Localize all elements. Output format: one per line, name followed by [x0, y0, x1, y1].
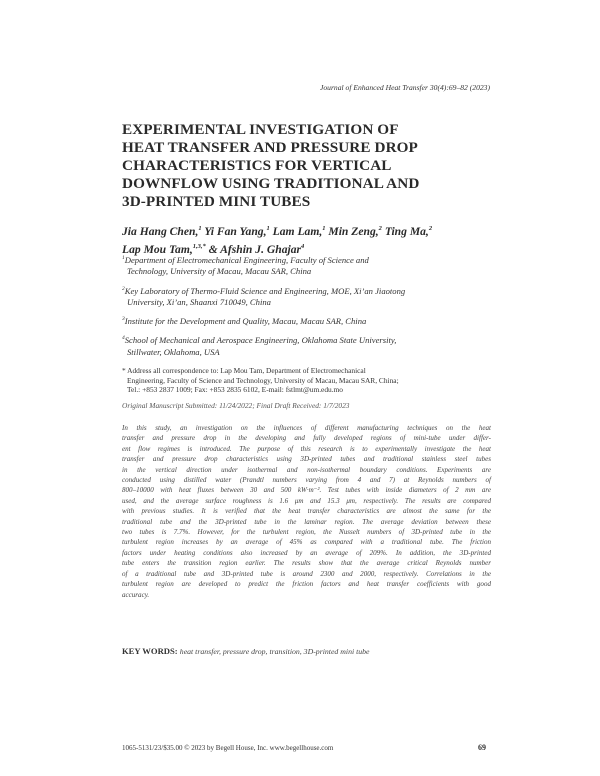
author	[385, 225, 432, 238]
affiliation-text: Key Laboratory of Thermo-Fluid Science and Engineering, MOE, Xi’an Jiaotong	[124, 285, 406, 296]
title-line: EXPERIMENTAL INVESTIGATION OF	[122, 121, 399, 138]
keywords-text: heat transfer, pressure drop, transition, 3D-printed mini tube	[179, 647, 370, 656]
affiliations	[122, 253, 502, 364]
author-name: Ting Ma,	[384, 224, 429, 238]
correspondence-line: Tel.: +853 2837 1009; Fax: +853 2835 6102, E-mail: fstlmt@um.edu.mo	[127, 385, 344, 395]
keywords	[122, 646, 370, 656]
copyright-footer: 1065-5131/23/$35.00 © 2023 by Begell House, Inc. www.begellhouse.com	[122, 744, 334, 752]
author-affiliation-mark: 1	[266, 225, 270, 232]
affiliation	[122, 333, 502, 357]
affiliation-number: 4	[122, 335, 125, 342]
title-line: HEAT TRANSFER AND PRESSURE DROP	[122, 139, 418, 156]
abstract-line: turbulent region are developed to predict the friction factors and heat transfer coefficients with good	[122, 580, 491, 589]
affiliation-line	[122, 253, 502, 266]
abstract-line: two tubes is 7.7%. However, for the turbulent region, the Nusselt numbers of 3D-printed tube in the	[122, 528, 491, 537]
title-line: 3D-PRINTED MINI TUBES	[122, 193, 311, 210]
author-affiliation-mark: 1	[198, 225, 202, 232]
affiliation-number: 2	[122, 285, 125, 292]
abstract-line: tube enters the transition region earlier. The results show that the average critical Reynolds number	[122, 559, 491, 568]
affiliation-number: 3	[122, 316, 125, 323]
affiliation	[122, 314, 502, 327]
abstract-line: transfer and pressure drop characteristics using 3D-printed tubes and traditional stainless steel tubes	[122, 455, 491, 464]
affiliation-line	[122, 314, 502, 327]
abstract-line: traditional tube and the 3D-printed tube in the laminar region. The average deviation between these	[122, 517, 491, 526]
affiliation-text: Institute for the Development and Quality, Macau, Macau SAR, China	[124, 315, 367, 326]
abstract-line: ent flow regimes is introduced. The purpose of this research is to experimentally investigate the heat	[122, 444, 491, 453]
author	[122, 225, 202, 238]
title-line: CHARACTERISTICS FOR VERTICAL	[122, 157, 392, 174]
author-name: & Afshin J. Ghajar	[208, 242, 302, 256]
affiliation	[122, 284, 502, 308]
abstract-line: accuracy.	[122, 590, 150, 599]
affiliation-text: School of Mechanical and Aerospace Engineering, Oklahoma State University,	[124, 335, 397, 346]
author	[328, 225, 382, 238]
manuscript-dates: Original Manuscript Submitted: 11/24/2022; Final Draft Received: 1/7/2023	[122, 401, 350, 410]
author-name: Lap Mou Tam,	[122, 242, 193, 256]
affiliation-line: Stillwater, Oklahoma, USA	[127, 346, 220, 357]
abstract	[122, 423, 491, 600]
author-list	[122, 221, 502, 257]
author	[204, 225, 269, 238]
page-number: 69	[478, 743, 486, 752]
abstract-line: transfer and pressure drop in the developing and fully developed regions of mini-tube under differ-	[122, 434, 491, 443]
affiliation-line: Technology, University of Macau, Macau SAR, China	[127, 266, 312, 277]
abstract-line: In this study, an investigation on the influences of different manufacturing techniques on the heat	[122, 424, 491, 432]
abstract-line: 800–10000 with heat fluxes between 30 and 500 kW·m⁻². Test tubes with inside diameters of 2 mm are	[122, 486, 491, 495]
author	[273, 225, 326, 238]
abstract-line: of a traditional tube and 3D-printed tube is around 2300 and 2000, respectively. Correlations in the	[122, 569, 491, 578]
affiliation	[122, 253, 502, 277]
affiliation-line	[122, 284, 502, 297]
affiliation-text: Department of Electromechanical Engineering, Faculty of Science and	[124, 254, 369, 265]
abstract-line: turbulent region increases by an average of 45% as compared with a traditional tube. The friction	[122, 538, 491, 547]
abstract-line: in the vertical direction under isothermal and non-isothermal boundary conditions. Experiments are	[122, 465, 491, 474]
correspondence-line: * Address all correspondence to: Lap Mou Tam, Department of Electromechanical	[122, 366, 366, 375]
author-affiliation-mark: 2	[428, 225, 433, 232]
author-name: Yi Fan Yang,	[204, 224, 267, 238]
title-line: DOWNFLOW USING TRADITIONAL AND	[122, 175, 420, 192]
author-affiliation-mark: 1	[322, 225, 326, 232]
affiliation-line	[122, 333, 502, 346]
abstract-line: factors under heating conditions also increased by an average of 209%. In addition, the 3D-printed	[122, 548, 491, 557]
correspondence	[122, 366, 502, 395]
author-affiliation-mark: 4	[301, 242, 305, 250]
author-name: Lam Lam,	[272, 224, 323, 238]
journal-citation: Journal of Enhanced Heat Transfer 30(4):69–82 (2023)	[320, 83, 490, 92]
keywords-label: KEY WORDS:	[122, 646, 178, 656]
affiliation-line: University, Xi’an, Shaanxi 710049, China	[127, 296, 271, 307]
correspondence-line: Engineering, Faculty of Science and Technology, University of Macau, Macau SAR, China;	[127, 375, 399, 385]
author-affiliation-mark: 2	[378, 225, 382, 232]
paper-title	[122, 121, 502, 211]
author-name: Min Zeng,	[328, 224, 379, 238]
abstract-line: used, and the average surface roughness is 1.6 μm and 15.3 μm, respectively. The results are compared	[122, 496, 491, 505]
abstract-line: conducted using distilled water (Prandtl numbers varying from 4 and 7) at Reynolds numbers of	[122, 476, 491, 485]
affiliation-number: 1	[122, 255, 125, 261]
abstract-line: with previous studies. It is verified that the heat transfer characteristics are almost the same for the	[122, 507, 491, 516]
author-name: Jia Hang Chen,	[122, 224, 199, 238]
author-affiliation-mark: 1,3,*	[192, 242, 206, 250]
